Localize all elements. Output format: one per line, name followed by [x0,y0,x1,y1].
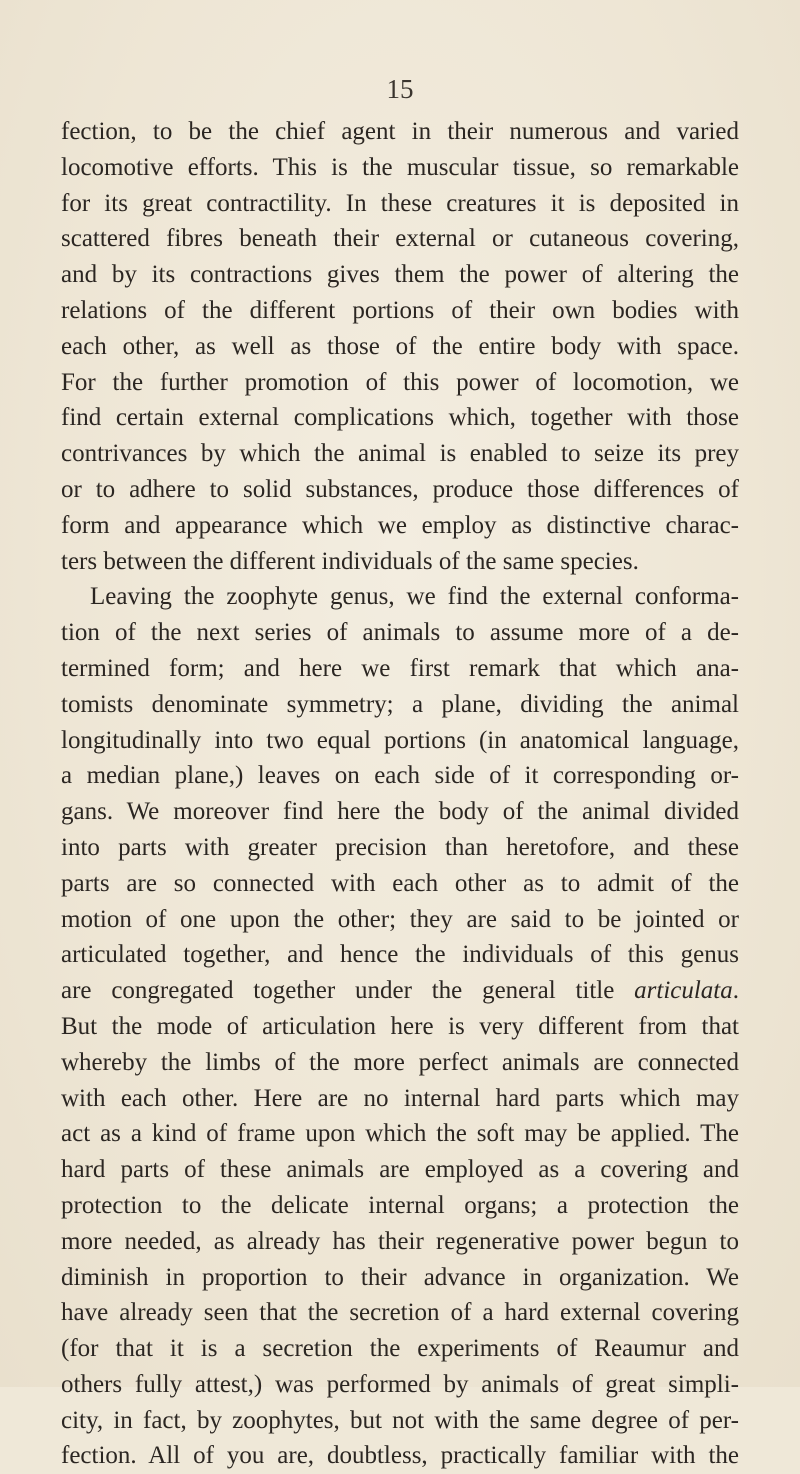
text-segment: . [732,977,739,1005]
text-line: or to adhere to solid substances, produce those differences of [61,475,739,503]
text-line: longitudinally into two equal portions (in anatomical language, [61,726,739,754]
text-line: and by its contractions gives them the power of altering the [61,261,739,289]
text-line: ters between the different individuals of the same species. [61,547,639,575]
text-line: fection, to be the chief agent in their numerous and varied [61,118,739,145]
text-line: whereby the limbs of the more perfect animals are connected [61,1048,739,1076]
text-line: But the mode of articulation here is very different from that [61,1012,739,1040]
text-line: scattered fibres beneath their external or cutaneous covering, [61,225,739,253]
text-line: For the further promotion of this power of locomotion, we [61,368,739,396]
text-line: tomists denominate symmetry; a plane, dividing the animal [61,690,739,718]
text-line: a median plane,) leaves on each side of it corresponding or- [61,762,739,790]
text-line: act as a kind of frame upon which the soft may be applied. The [61,1120,739,1148]
text-line: relations of the different portions of their own bodies with [61,296,739,324]
text-line: find certain external complications which, together with those [61,404,739,432]
text-line: form and appearance which we employ as distinctive charac- [61,511,739,539]
text-line: into parts with greater precision than heretofore, and these [61,833,739,861]
text-line: termined form; and here we first remark that which ana- [61,654,739,682]
text-line: gans. We moreover find here the body of the animal divided [61,798,739,826]
page-number: 15 [386,74,414,104]
text-line: hard parts of these animals are employed as a covering and [61,1156,739,1184]
text-line-with-italic [61,973,739,1009]
text-line: (for that it is a secretion the experiments of Reaumur and [61,1335,739,1363]
body-text [61,114,739,1474]
text-line: motion of one upon the other; they are said to be jointed or [61,905,739,933]
text-line: parts are so connected with each other as to admit of the [61,869,739,897]
text-segment: are congregated together under the general title [61,977,635,1005]
text-line: city, in fact, by zoophytes, but not with the same degree of per- [61,1406,739,1434]
text-line: diminish in proportion to their advance in organization. We [61,1263,739,1291]
text-line: with each other. Here are no internal hard parts which may [61,1084,739,1112]
text-line: fection. All of you are, doubtless, practically familiar with the [61,1442,739,1470]
italic-term-articulata: articulata [634,977,733,1005]
text-line: locomotive efforts. This is the muscular tissue, so remarkable [61,153,739,181]
text-line: articulated together, and hence the individuals of this genus [61,941,739,969]
text-line: tion of the next series of animals to assume more of a de- [61,619,739,647]
text-line: others fully attest,) was performed by animals of great simpli- [61,1370,739,1398]
text-line: more needed, as already has their regenerative power begun to [61,1227,739,1255]
paragraph-start-line: Leaving the zoophyte genus, we find the external conforma- [90,583,739,611]
text-line: contrivances by which the animal is enabled to seize its prey [61,440,739,468]
text-line: each other, as well as those of the entire body with space. [61,332,739,360]
text-line: for its great contractility. In these creatures it is deposited in [61,189,739,217]
text-line: have already seen that the secretion of a hard external covering [61,1299,739,1327]
text-line: protection to the delicate internal organs; a protection the [61,1191,739,1219]
